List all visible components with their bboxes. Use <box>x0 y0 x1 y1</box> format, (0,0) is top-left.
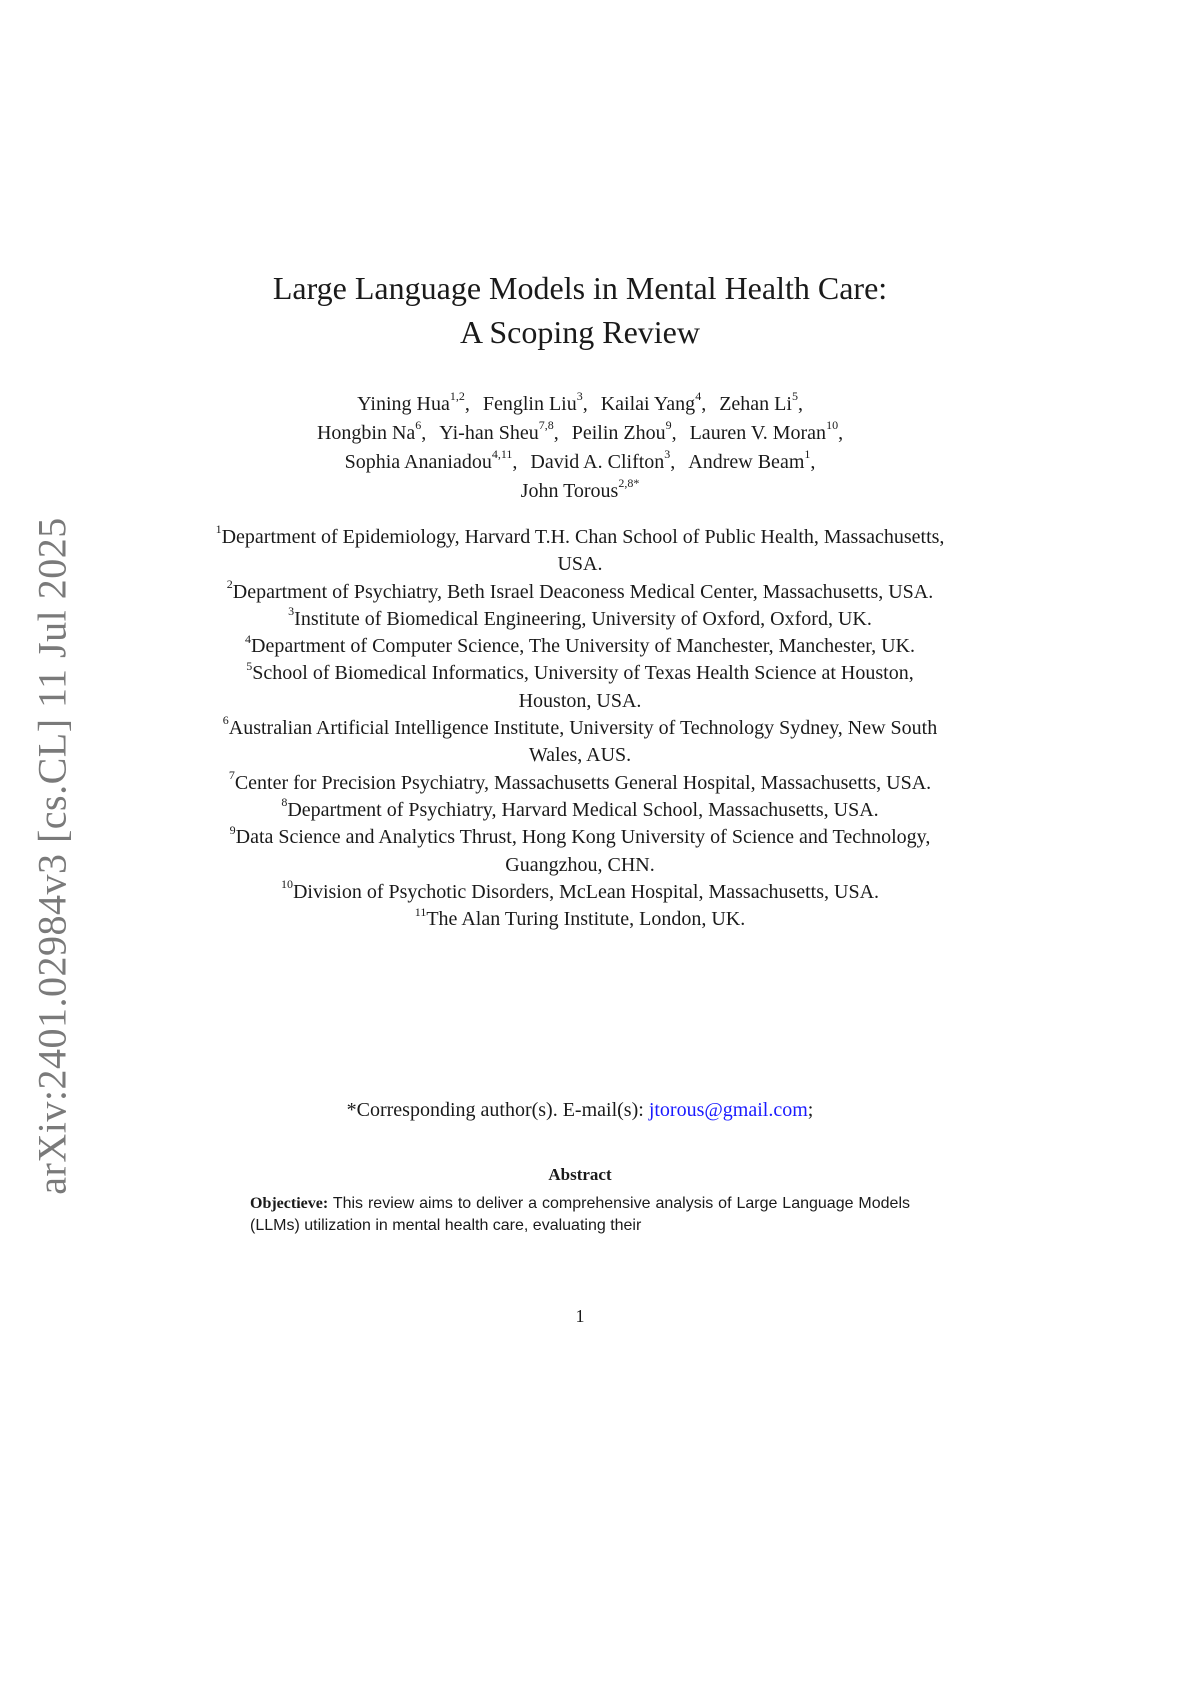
title-line-2: A Scoping Review <box>460 314 700 350</box>
abstract-text <box>250 1193 910 1237</box>
author: David A. Clifton$^3$, <box>530 447 676 473</box>
author: Yi-han Sheu$^{7,8}$, <box>439 418 559 444</box>
affiliation: $^7$Center for Precision Psychiatry, Massachusetts General Hospital, Massachusetts, USA. <box>228 768 932 794</box>
affiliation: $^{11}$The Alan Turing Institute, London, UK. <box>414 904 746 931</box>
affiliation: $^3$Institute of Biomedical Engineering, University of Oxford, Oxford, UK. <box>288 604 872 630</box>
abstract-heading: Abstract <box>548 1165 612 1184</box>
author: John Torous$^{2,8*}$ <box>520 476 640 502</box>
author-list <box>200 390 960 506</box>
affiliation-list <box>200 524 960 933</box>
affiliation: $^5$School of Biomedical Informatics, University of Texas Health Science at Houston, Houston, USA. <box>246 658 914 712</box>
affiliation: $^{10}$Division of Psychotic Disorders, McLean Hospital, Massachusetts, USA. <box>280 877 880 903</box>
author: Hongbin Na$^6$, <box>316 418 427 444</box>
title-line-1: Large Language Models in Mental Health Care: <box>272 270 888 306</box>
affiliation: $^9$Data Science and Analytics Thrust, Hong Kong University of Science and Technology, Guangzhou, CHN. <box>229 822 931 876</box>
corresponding-label: *Corresponding author(s). E-mail(s): <box>346 1099 649 1121</box>
email-link[interactable]: jtorous@gmail.com <box>648 1099 808 1121</box>
author: Andrew Beam$^1$, <box>688 447 816 473</box>
author: Kailai Yang$^4$, <box>600 389 707 415</box>
author: Fenglin Liu$^3$, <box>482 389 588 415</box>
affiliation: $^2$Department of Psychiatry, Beth Israel Deaconess Medical Center, Massachusetts, USA. <box>226 576 934 603</box>
page-number: 1 <box>575 1306 585 1326</box>
author: Yining Hua$^{1,2}$, <box>357 389 470 415</box>
corresponding-author: *Corresponding author(s). E-mail(s): jtorous@gmail.com; <box>346 1099 814 1121</box>
author: Peilin Zhou$^9$, <box>571 418 677 444</box>
affiliation: $^1$Department of Epidemiology, Harvard T.H. Chan School of Public Health, Massachusetts, USA. <box>215 522 945 576</box>
author: Lauren V. Moran$^{10}$, <box>689 418 844 444</box>
author: Sophia Ananiadou$^{4,11}$, <box>344 447 518 473</box>
paper-title <box>200 266 960 354</box>
objective-text: This review aims to deliver a comprehensive analysis of Large Language Models (LLMs) utilization in mental health care, evaluating their <box>250 1195 910 1234</box>
affiliation: $^6$Australian Artificial Intelligence Institute, University of Technology Sydney, New South Wales, AUS. <box>222 713 938 767</box>
objective-label: Objectieve: <box>250 1195 329 1212</box>
author: Zehan Li$^5$, <box>719 389 803 415</box>
affiliation: $^4$Department of Computer Science, The University of Manchester, Manchester, UK. <box>245 631 915 658</box>
affiliation: $^8$Department of Psychiatry, Harvard Medical School, Massachusetts, USA. <box>281 795 879 821</box>
arxiv-identifier-stamp: arXiv:2401.02984v3 [cs.CL] 11 Jul 2025 <box>29 517 75 1195</box>
